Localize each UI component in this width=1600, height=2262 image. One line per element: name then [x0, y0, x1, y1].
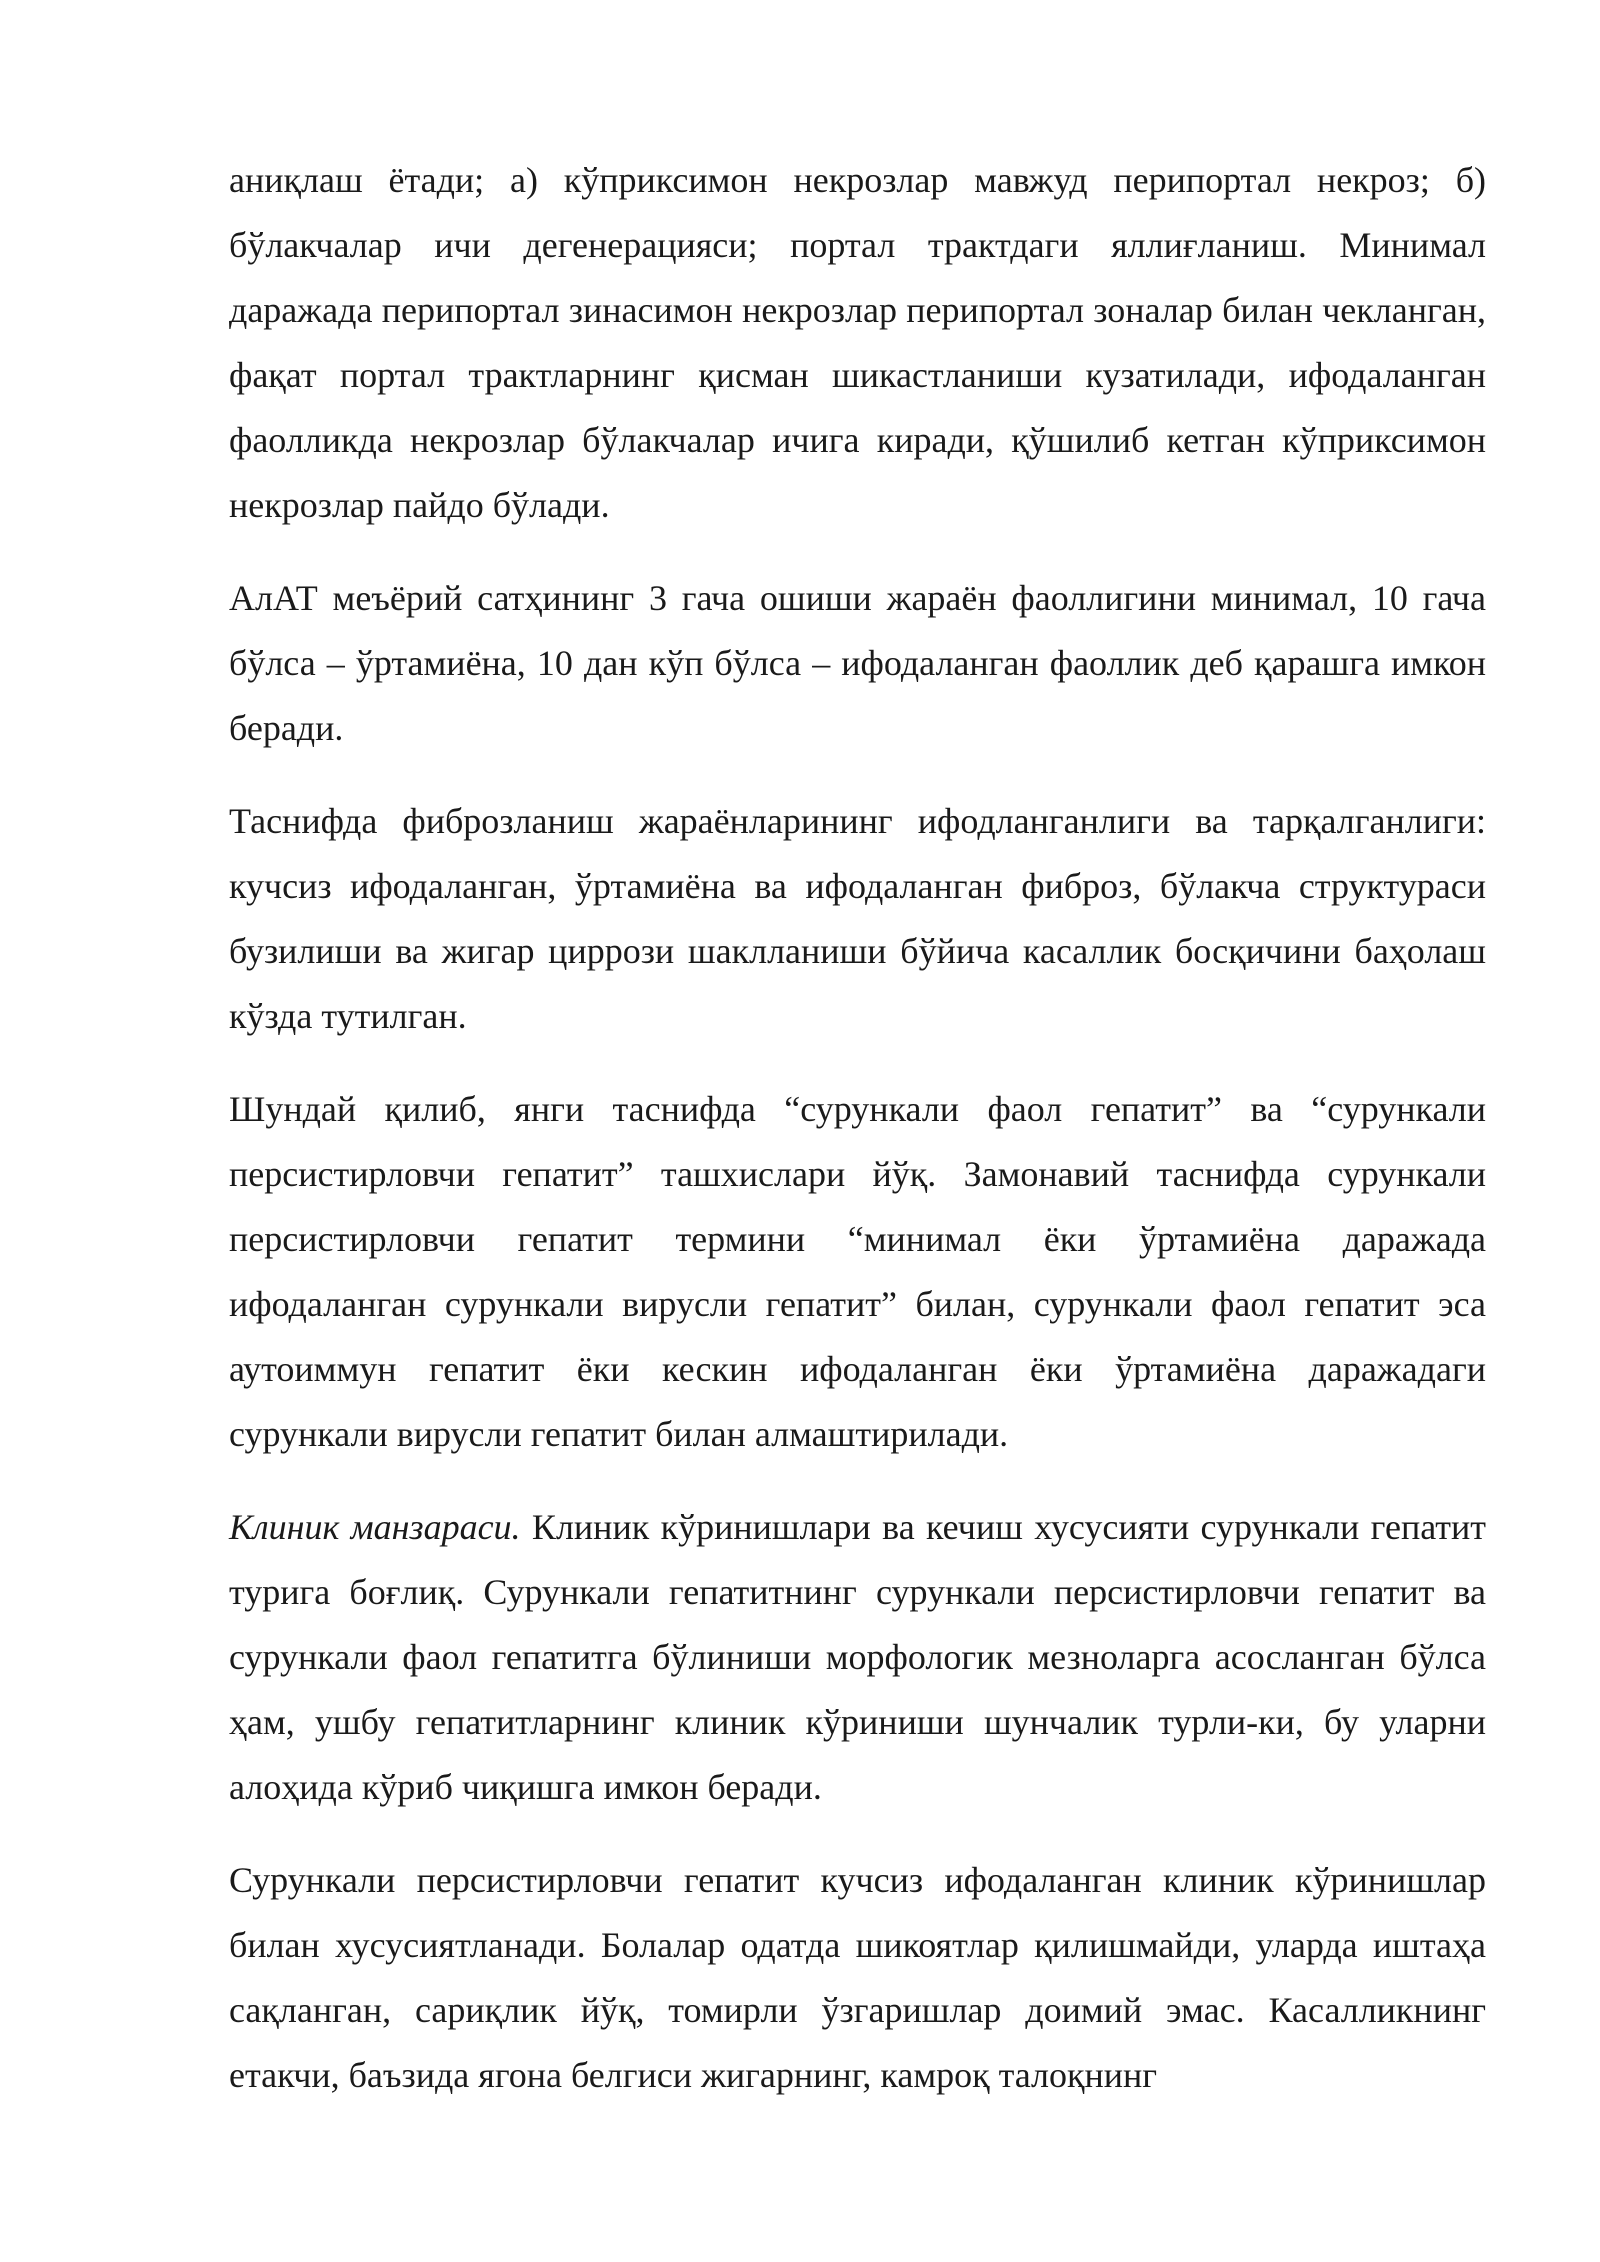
paragraph-1: аниқлаш ётади; а) кўприксимон некрозлар мавжуд перипортал некроз; б) бўлакчалар ичи дегенерацияси; портал трактдаги яллиғланиш. Минимал даражада перипортал зинасимон некрозлар перипортал зоналар билан чекланган, фақат портал трактларнинг қисман шикастланиши кузатилади, ифодаланган фаолликда некрозлар бўлакчалар ичига киради, қўшилиб кетган кўприксимон некрозлар пайдо бўлади.: [229, 160, 1486, 525]
body-text: [229, 148, 1486, 2108]
paragraph-5: [229, 1495, 1486, 1820]
paragraph-2: АлАТ меъёрий сатҳининг 3 гача ошиши жараён фаоллигини минимал, 10 гача бўлса – ўртамиёна, 10 дан кўп бўлса – ифодаланган фаоллик деб қарашга имкон беради.: [229, 578, 1486, 748]
section-lead: Клиник манзараси.: [229, 1507, 521, 1547]
paragraph-6: Сурункали персистирловчи гепатит кучсиз ифодаланган клиник кўринишлар билан хусусиятланади. Болалар одатда шикоятлар қилишмайди, уларда иштаҳа сақланган, сариқлик йўқ, томирли ўзгаришлар доимий эмас. Касалликнинг етакчи, баъзида ягона белгиси жигарнинг, камроқ талоқнинг: [229, 1860, 1486, 2095]
paragraph-4: Шундай қилиб, янги таснифда “сурункали фаол гепатит” ва “сурункали персистирловчи гепатит” ташхислари йўқ. Замонавий таснифда сурункали персистирловчи гепатит термини “минимал ёки ўртамиёна даражада ифодаланган сурункали вирусли гепатит” билан, сурункали фаол гепатит эса аутоиммун гепатит ёки кескин ифодаланган ёки ўртамиёна даражадаги сурункали вирусли гепатит билан алмаштирилади.: [229, 1089, 1486, 1454]
paragraph-3: Таснифда фиброзланиш жараёнларининг ифодланганлиги ва тарқалганлиги: кучсиз ифодаланган, ўртамиёна ва ифодаланган фиброз, бўлакча структураси бузилиши ва жигар циррози шаклланиши бўйича касаллик босқичини баҳолаш кўзда тутилган.: [229, 801, 1486, 1036]
paragraph-5-text: Клиник кўринишлари ва кечиш хусусияти сурункали гепатит турига боғлиқ. Сурункали гепатитнинг сурункали персистирловчи гепатит ва сурункали фаол гепатитга бўлиниши морфологик мезноларга асосланган бўлса ҳам, ушбу гепатитларнинг клиник кўриниши шунчалик турли-ки, бу уларни алоҳида кўриб чиқишга имкон беради.: [229, 1507, 1486, 1807]
